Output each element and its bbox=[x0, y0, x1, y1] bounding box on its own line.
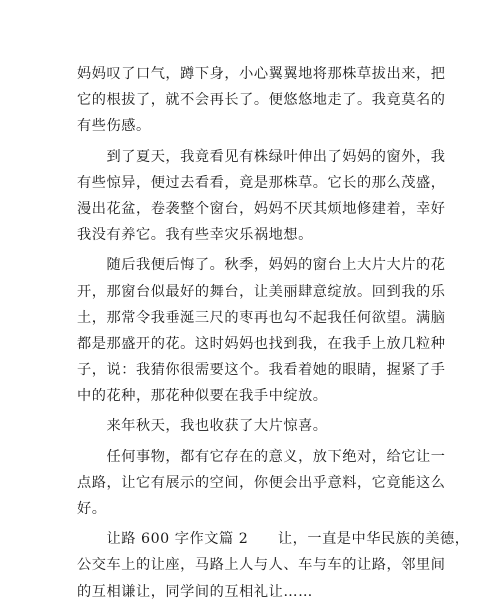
text-line: 有些惊异，便过去看看，竟是那株草。它长的那么茂盛， bbox=[77, 174, 446, 191]
text-line: 任何事物，都有它存在的意义，放下绝对，给它让一 bbox=[77, 448, 446, 465]
text-line: 它的根拔了，就不会再长了。便悠悠地走了。我竟莫名的 bbox=[77, 92, 446, 109]
paragraph-3 bbox=[77, 252, 446, 409]
text-line: 妈妈叹了口气，蹲下身，小心翼翼地将那株草拔出来，把 bbox=[77, 66, 446, 82]
text-line: 有些伤感。 bbox=[77, 118, 151, 135]
text-line: 公交车上的让座，马路上人与人、车与车的让路，邻里间 bbox=[77, 557, 446, 574]
text-line: 土，那常令我垂涎三尺的枣再也勾不起我任何欲望。满脑 bbox=[77, 309, 446, 326]
text-line: 漫出花盆，卷袭整个窗台，妈妈不厌其烦地修建着，幸好 bbox=[77, 200, 446, 217]
paragraph-1 bbox=[77, 61, 446, 140]
text-line: 好。 bbox=[77, 501, 107, 517]
text-line: 都是那盛开的花。这时妈妈也找到我，在我手上放几粒种 bbox=[77, 335, 446, 352]
paragraph-2 bbox=[77, 144, 446, 249]
paragraph-6 bbox=[77, 526, 470, 605]
text-line: 随后我便后悔了。秋季，妈妈的窗台上大片大片的花 bbox=[77, 257, 446, 274]
text-line: 子，说：我猜你很需要这个。我看着她的眼睛，握紧了手 bbox=[77, 362, 446, 379]
text-line: 我没有养它。我有些幸灾乐祸地想。 bbox=[77, 227, 313, 244]
paragraph-4 bbox=[77, 413, 423, 439]
section-heading-line: 让路 600 字作文篇 2 让，一直是中华民族的美德， bbox=[77, 531, 470, 548]
essay-body bbox=[77, 61, 470, 605]
text-line: 到了夏天，我竟看见有株绿叶伸出了妈妈的窗外，我 bbox=[77, 148, 446, 165]
text-line: 的互相谦让，同学间的互相礼让…… bbox=[77, 583, 313, 600]
text-line: 开，那窗台似最好的舞台，让美丽肆意绽放。回到我的乐 bbox=[77, 283, 446, 300]
text-line: 点路，让它有展示的空间，你便会出乎意料，它竟能这么 bbox=[77, 474, 446, 491]
text-line: 中的花种，那花种似要在我手中绽放。 bbox=[77, 388, 328, 405]
paragraph-5 bbox=[77, 444, 446, 523]
text-line: 来年秋天，我也收获了大片惊喜。 bbox=[77, 418, 328, 435]
